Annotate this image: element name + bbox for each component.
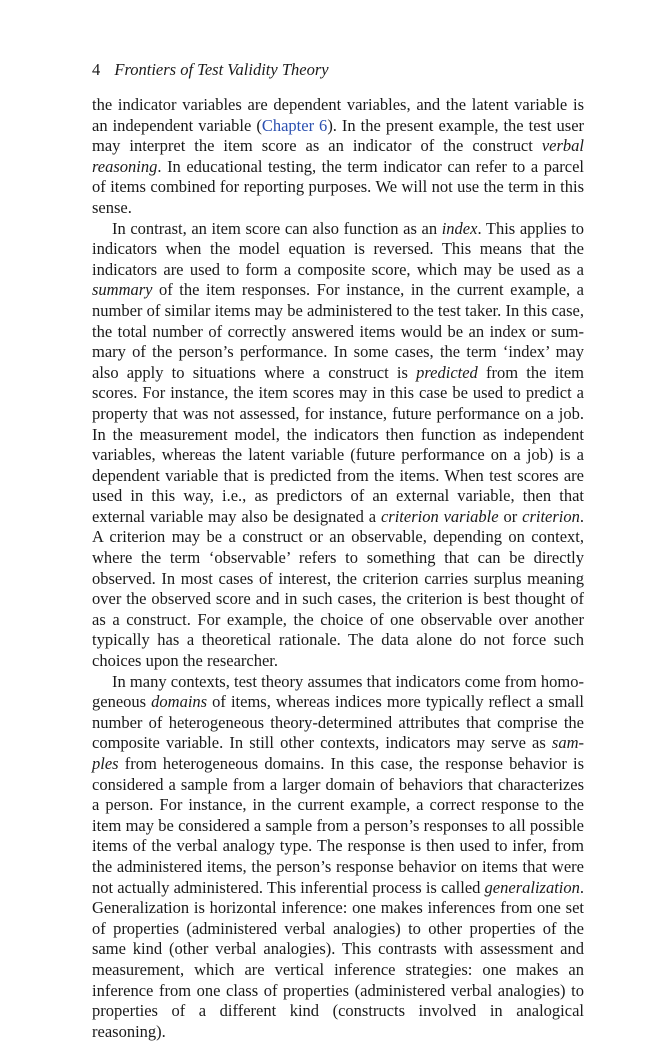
running-title: Frontiers of Test Validity Theory — [114, 60, 329, 79]
text-run: . Generalization is horizontal inference: one makes inferences from one set of properties (administered verbal analogies) to other properties of the same kind (other verbal analogies). This contrasts with assessment and measurement, which are vertical inference strategies: one makes an inference from one class of properties (administered verbal analogies) to properties of a different kind (constructs involved in analogical reasoning). — [92, 877, 584, 1041]
text-run: In contrast, an item score can also function as an — [112, 218, 442, 238]
text-run: the indicator variables are dependent variables, and the latent variable is an independent variable ( — [92, 95, 584, 135]
italic-term: criterion — [522, 506, 580, 526]
text-run: from the item scores. For instance, the item scores may in this case be used to predict a property that was not assessed, for instance, future performance on a job. In the measurement model, the indicators then function as independent variables, whereas the latent variable (future performance on a job) is a dependent variable that is predicted from the items. When test scores are used in this way, i.e., as predictors of an external variable, then that external variable may also be designated a — [92, 362, 584, 526]
italic-term: index — [441, 218, 478, 238]
page-number: 4 — [92, 60, 101, 79]
paragraph-1 — [92, 95, 584, 219]
italic-term: domains — [151, 692, 208, 712]
text-run: from heterogeneous domains. In this case, the response behavior is considered a sample from a larger domain of behaviors that characterizes a person. For instance, in the current example, a correct response to the item may be considered a sample from a person’s responses to all possible items of the verbal analogy type. The response is then used to infer, from the administered items, the person’s response behavior on items that were not actually administered. This inferential process is called — [92, 754, 584, 897]
text-run: . A criterion may be a construct or an observable, depending on context, where the term ‘observable’ refers to something that can be directly observed. In most cases of interest, the criterion carries surplus meaning over the observed score and in such cases, the criterion is best thought of as a construct. For example, the choice of one observable over another typically has a theoretical rationale. The data alone do not force such choices upon the researcher. — [92, 506, 584, 671]
italic-term: generalization — [484, 877, 580, 897]
italic-term: criterion variable — [380, 506, 499, 526]
italic-term: summary — [92, 280, 153, 300]
text-run: In many contexts, test theory assumes that indicators come from homogeneous — [92, 671, 584, 712]
body-text — [92, 95, 584, 1042]
italic-term: predicted — [416, 362, 478, 382]
chapter-link[interactable]: Chapter 6 — [261, 115, 328, 135]
text-run: or — [498, 506, 523, 526]
text-run: . In educational testing, the term indicator can refer to a parcel of items combined for reporting purposes. We will not use the term in this sense. — [92, 156, 584, 217]
running-head — [92, 60, 329, 80]
text-run: ). In the present example, the test user may interpret the item score as an indicator of the construct — [92, 115, 585, 156]
text-run: of items, whereas indices more typically reflect a small number of heterogeneous theory-determined attributes that comprise the composite variable. In still other contexts, indicators may serve as — [92, 692, 584, 753]
italic-term: verbal reasoning — [92, 136, 584, 176]
text-run: of the item responses. For instance, in the current example, a number of similar items may be administered to the test taker. In this case, the total number of correctly answered items would be an index or summary of the person’s performance. In some cases, the term ‘index’ may also apply to situations where a construct is — [92, 280, 584, 382]
text-run: . This applies to indicators when the model equation is reversed. This means that the indicators are used to form a composite score, which may be used as a — [92, 218, 585, 279]
paragraph-2 — [92, 219, 584, 672]
italic-term: samples — [92, 733, 584, 773]
paragraph-3 — [92, 672, 584, 1042]
